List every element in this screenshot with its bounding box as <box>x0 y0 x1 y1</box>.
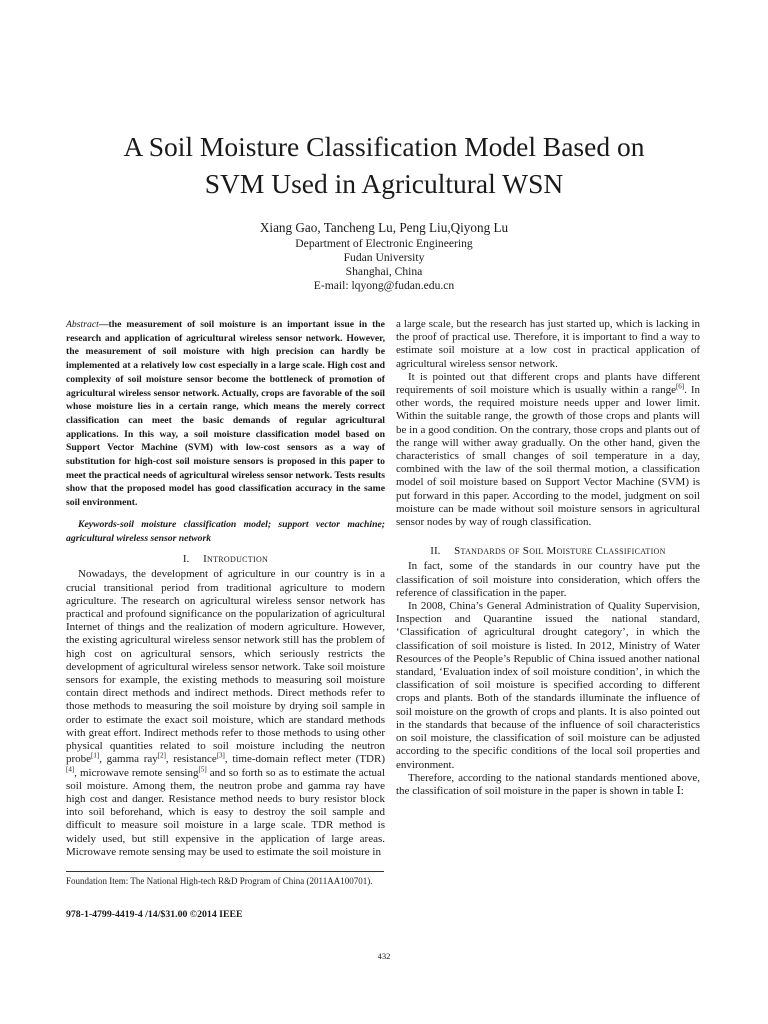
title-line-2: SVM Used in Agricultural WSN <box>204 168 564 199</box>
abstract-label: Abstract <box>66 319 99 330</box>
copyright-notice: 978-1-4799-4419-4 /14/$31.00 ©2014 IEEE <box>66 909 243 920</box>
standards-paragraph-3: Therefore, according to the national standards mentioned above, the classification of soil moisture in the paper is shown in table Ⅰ: <box>396 771 700 797</box>
intro-text: , gamma ray <box>99 753 158 766</box>
citation-ref: [1] <box>91 751 100 760</box>
affiliation-email: E-mail: lqyong@fudan.edu.cn <box>313 278 455 292</box>
citation-ref: [3] <box>216 751 225 760</box>
abstract <box>66 318 385 510</box>
section-2-heading <box>396 545 700 558</box>
intro-paragraph-1 <box>66 568 385 858</box>
intro-paragraph-2 <box>396 371 700 529</box>
citation-ref: [2] <box>157 751 166 760</box>
section-2-number: II. <box>430 545 441 558</box>
footnote-rule <box>66 871 384 872</box>
citation-ref: [4] <box>66 764 75 773</box>
affiliation-university: Fudan University <box>343 250 425 264</box>
citation-ref: [5] <box>198 764 207 773</box>
section-1-heading <box>66 553 385 566</box>
title-line-1: A Soil Moisture Classification Model Based on <box>123 131 645 162</box>
abstract-text: —the measurement of soil moisture is an important issue in the research and application of agricultural wireless sensor network. However, the measurement of soil moisture with high precision can hardly be implemented at a relatively low cost especially in a large scale. High cost and complexity of soil moisture sensor become the bottleneck of promotion of agricultural wireless sensor network. Actually, crops are favorable of the soil whose moisture lies in a certain range, which means the merely correct classification can meet the basic demands of regular agricultural applications. In this way, a soil moisture classification model based on Support Vector Machine (SVM) with low-cost sensors as a way of substitution for high-cost soil moisture sensors is proposed in this paper to meet the practical needs of agricultural wireless sensor network. Tests results show that the proposed model has good classification accuracy in the same soil environment. <box>66 319 385 509</box>
intro-text: . In other words, the required moisture needs upper and lower limit. Within the suitable range, the growth of those crops and plants will be in a good condition. On the contrary, those crops and plants out of the range will wither away gradually. On the other hand, given the characteristics of small changes of soil temperature in a day, combined with the law of the soil thermal motion, a classification model of soil moisture based on Support Vector Machine (SVM) is put forward in this paper. According to the model, judgment on soil moisture can be made without soil moisture sensors in agricultural sensor nodes by way of rough classification. <box>396 384 701 529</box>
affiliation-department: Department of Electronic Engineering <box>295 237 473 250</box>
right-column <box>396 318 700 798</box>
keywords: Keywords-soil moisture classification model; support vector machine; agricultural wireless sensor network <box>66 518 385 544</box>
intro-text: Nowadays, the development of agriculture in our country is in a crucial transitional period from traditional agriculture to modern agriculture. The research on agricultural wireless sensor network has practical and profound significance on the popularization of agricultural Internet of things and the realization of modern agriculture. However, the existing agricultural wireless sensor network still has the problem of high cost on agricultural sensors, which seriously restricts the development of agricultural wireless sensor network. Take soil moisture sensors for example, the existing methods to measuring soil moisture contain direct methods and indirect methods. Direct methods refer to those methods to measuring the soil moisture by drying soil sample in order to estimate the exact soil moisture, which are standard methods with great effort. Indirect methods refer to those methods to using other physical quantities related to soil moisture including the neutron probe <box>66 568 385 766</box>
affiliation-location: Shanghai, China <box>345 264 423 278</box>
section-1-title: Introduction <box>203 553 269 566</box>
intro-text: It is pointed out that different crops and plants have different requirements of soil moisture which is usually within a range <box>396 370 700 397</box>
intro-text-continued: and so forth so as to estimate the actual soil moisture. Among them, the neutron probe and gamma ray have high cost and danger. Resistance method needs to bury resistor block into soil beforehand, which is easy to destroy the soil sample and difficult to measure soil moisture in a large scale. TDR method is widely used, but still expensive in the application of large areas. Microwave remote sensing may be used to estimate the soil moisture in <box>66 766 385 858</box>
intro-paragraph-1-continued: a large scale, but the research has just started up, which is lacking in the proof of practical use. Therefore, it is important to find a way to estimate soil moisture at a low cost in practical application of agricultural wireless sensor network. <box>396 318 700 370</box>
intro-text: , microwave remote sensing <box>74 766 199 779</box>
section-2-title: Standards of Soil Moisture Classification <box>454 545 666 558</box>
standards-paragraph-1: In fact, some of the standards in our country have put the classification of soil moisture into consideration, which offers the reference of classification in the paper. <box>396 560 700 599</box>
intro-text: , time-domain reflect meter (TDR) <box>224 753 385 766</box>
author-list: Xiang Gao, Tancheng Lu, Peng Liu,Qiyong Lu <box>259 220 509 235</box>
intro-text: , resistance <box>165 753 217 766</box>
footnote: Foundation Item: The National High-tech R&D Program of China (2011AA100701). <box>66 876 373 886</box>
page-number: 432 <box>377 951 391 961</box>
citation-ref: [6] <box>675 382 685 391</box>
paper-title <box>40 128 728 202</box>
affiliation <box>0 237 768 293</box>
left-column <box>66 318 385 859</box>
section-1-number: I. <box>182 553 190 566</box>
standards-paragraph-2: In 2008, China’s General Administration of Quality Supervision, Inspection and Quarantine issued the national standard, ‘Classification of agricultural drought category’, in which the classification of soil moisture is listed. In 2012, Ministry of Water Resources of the People’s Republic of China issued another national standard, ‘Evaluation index of soil moisture condition’, in which the classification of soil moisture is specified according to different crops and plants. Both of the standards illuminate the influence of soil moisture on the growth of crops and plants. It is also pointed out in the standards that because of the influence of soil characteristics on soil moisture, the classification of soil moisture can be adjusted according to the specific conditions of the local soil properties and environment. <box>396 600 700 771</box>
